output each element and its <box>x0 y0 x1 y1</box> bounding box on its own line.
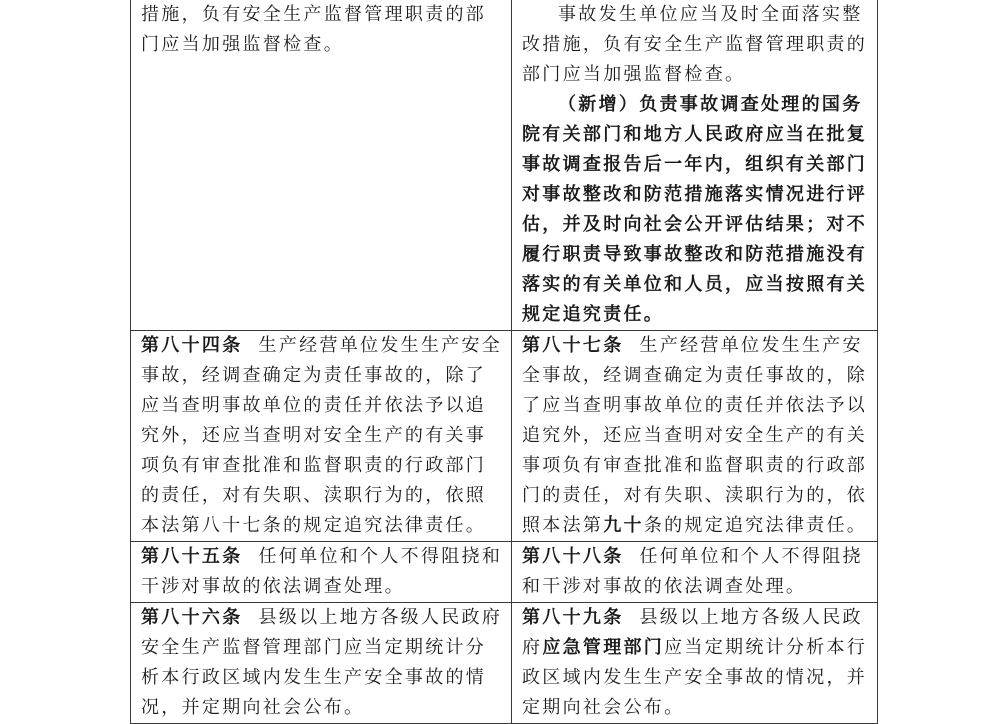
old-text-cell <box>131 331 512 542</box>
cell-text: 应当定期统计分析本行政区域内发生生产安全事故的情况，并定期向社会公布。 <box>522 637 868 718</box>
article-number: 第八十五条 <box>141 546 243 567</box>
cell-text: 任何单位和个人不得阻挠和干涉对事故的依法调查处理。 <box>522 546 863 597</box>
cell-text: 任何单位和个人不得阻挠和干涉对事故的依法调查处理。 <box>141 546 503 597</box>
cell-text: 县级以上地方各级人民政府 <box>522 607 863 658</box>
new-text-cell <box>512 542 878 603</box>
table-row <box>131 0 878 331</box>
new-text-cell <box>512 0 878 331</box>
cell-text: 县级以上地方各级人民政府安全生产监督管理部门应当定期统计分析本行政区域内发生生产安全事故的情况，并定期向社会公布。 <box>141 607 503 718</box>
article-number: 第八十七条 <box>522 335 624 356</box>
added-article-text: （新增）负责事故调查处理的国务院有关部门和地方人民政府应当在批复事故调查报告后一年内，组织有关部门对事故整改和防范措施落实情况进行评估，并及时向社会公开评估结果；对不履行职责导致事故整改和防范措施没有落实的有关单位和人员，应当按照有关规定追究责任。 <box>522 94 868 325</box>
cell-text: 事故发生单位应当及时全面落实整改措施，负有安全生产监督管理职责的部门应当加强监督检查。 <box>522 4 868 85</box>
old-text-cell <box>131 603 512 724</box>
new-text-cell <box>512 331 878 542</box>
table-row <box>131 603 878 724</box>
changed-text: 九十 <box>603 515 644 536</box>
table-row <box>131 331 878 542</box>
article-number: 第八十六条 <box>141 607 243 628</box>
cell-text: 生产经营单位发生生产安全事故，经调查确定为责任事故的，除了应当查明事故单位的责任并依法予以追究外，还应当查明对安全生产的有关事项负有审查批准和监督职责的行政部门的责任，对有失职、渎职行为的，依照本法第八十七条的规定追究法律责任。 <box>141 335 503 536</box>
cell-text: 条的规定追究法律责任。 <box>643 515 868 536</box>
article-number: 第八十八条 <box>522 546 624 567</box>
table-row <box>131 542 878 603</box>
new-text-cell <box>512 603 878 724</box>
cell-text: 措施，负有安全生产监督管理职责的部门应当加强监督检查。 <box>141 4 487 55</box>
old-text-cell <box>131 542 512 603</box>
old-text-cell <box>131 0 512 331</box>
law-comparison-table <box>130 0 878 724</box>
cell-text: 生产经营单位发生生产安全事故，经调查确定为责任事故的，除了应当查明事故单位的责任并依法予以追究外，还应当查明对安全生产的有关事项负有审查批准和监督职责的行政部门的责任，对有失职、渎职行为的，依照本法第 <box>522 335 868 536</box>
article-number: 第八十九条 <box>522 607 624 628</box>
article-number: 第八十四条 <box>141 335 243 356</box>
changed-text: 应急管理部门 <box>542 637 665 658</box>
